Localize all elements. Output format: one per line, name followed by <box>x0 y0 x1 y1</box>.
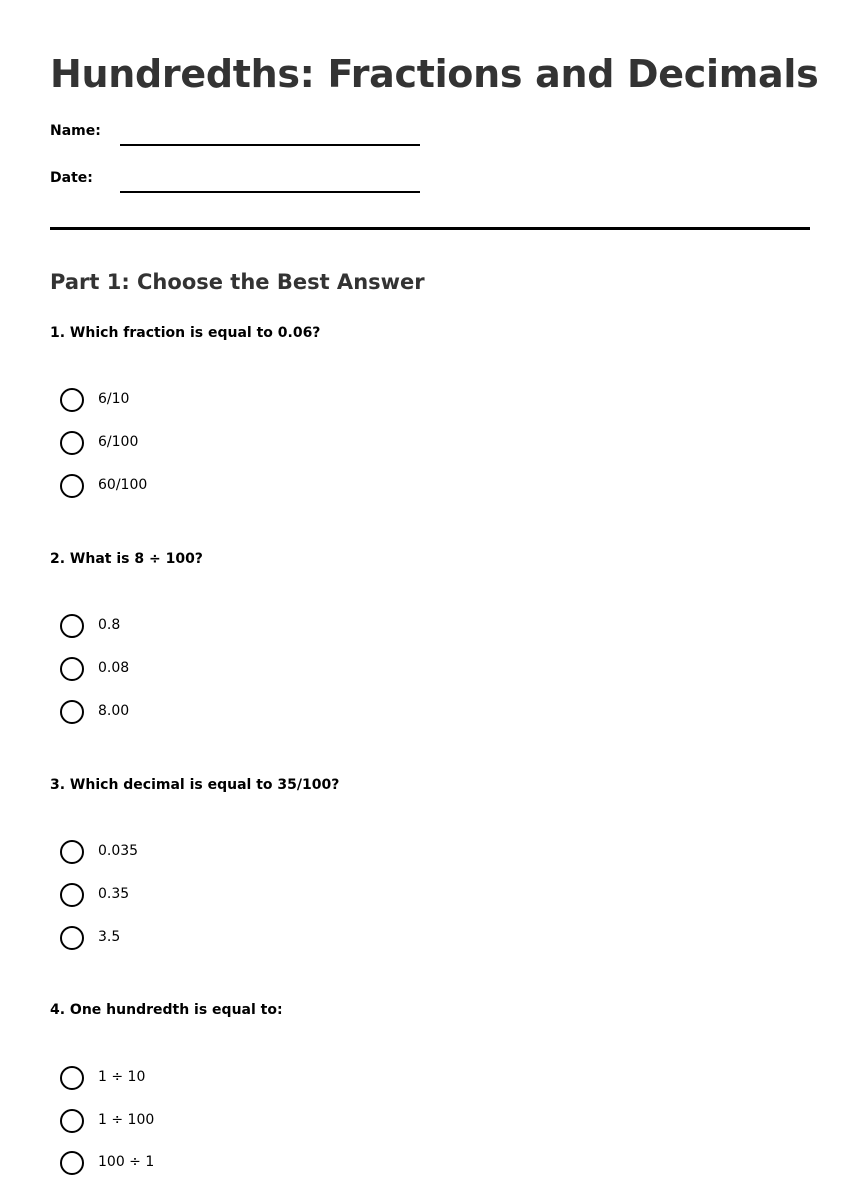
radio-circle-icon[interactable] <box>60 474 84 498</box>
radio-circle-icon[interactable] <box>60 657 84 681</box>
option-3c[interactable] <box>60 926 360 952</box>
option-label: 0.035 <box>98 843 139 859</box>
option-4b[interactable] <box>60 1109 360 1135</box>
date-field-row <box>50 169 450 199</box>
question-text: 1. Which fraction is equal to 0.06? <box>50 325 321 341</box>
option-label: 100 ÷ 1 <box>98 1154 155 1170</box>
option-2a[interactable] <box>60 614 360 640</box>
name-field[interactable] <box>120 144 420 146</box>
radio-circle-icon[interactable] <box>60 1109 84 1133</box>
name-label: Name: <box>50 123 101 139</box>
radio-circle-icon[interactable] <box>60 926 84 950</box>
option-label: 0.35 <box>98 886 130 902</box>
radio-circle-icon[interactable] <box>60 840 84 864</box>
radio-circle-icon[interactable] <box>60 1066 84 1090</box>
question-text: 2. What is 8 ÷ 100? <box>50 551 203 567</box>
header-divider <box>50 227 810 230</box>
option-1c[interactable] <box>60 474 360 500</box>
option-2b[interactable] <box>60 657 360 683</box>
option-label: 6/10 <box>98 391 130 407</box>
radio-circle-icon[interactable] <box>60 431 84 455</box>
option-3a[interactable] <box>60 840 360 866</box>
date-field[interactable] <box>120 191 420 193</box>
option-4c[interactable] <box>60 1151 360 1177</box>
option-1b[interactable] <box>60 431 360 457</box>
section-title: Part 1: Choose the Best Answer <box>50 270 425 294</box>
option-1a[interactable] <box>60 388 360 414</box>
name-field-row <box>50 122 450 152</box>
radio-circle-icon[interactable] <box>60 614 84 638</box>
radio-circle-icon[interactable] <box>60 883 84 907</box>
option-label: 3.5 <box>98 929 121 945</box>
radio-circle-icon[interactable] <box>60 1151 84 1175</box>
question-text: 3. Which decimal is equal to 35/100? <box>50 777 340 793</box>
option-label: 0.8 <box>98 617 121 633</box>
option-label: 0.08 <box>98 660 130 676</box>
question-text: 4. One hundredth is equal to: <box>50 1002 283 1018</box>
option-label: 1 ÷ 100 <box>98 1112 155 1128</box>
radio-circle-icon[interactable] <box>60 700 84 724</box>
option-label: 60/100 <box>98 477 148 493</box>
option-3b[interactable] <box>60 883 360 909</box>
worksheet-title: Hundredths: Fractions and Decimals <box>50 52 819 96</box>
option-label: 8.00 <box>98 703 130 719</box>
radio-circle-icon[interactable] <box>60 388 84 412</box>
option-label: 6/100 <box>98 434 139 450</box>
option-4a[interactable] <box>60 1066 360 1092</box>
option-2c[interactable] <box>60 700 360 726</box>
date-label: Date: <box>50 170 93 186</box>
option-label: 1 ÷ 10 <box>98 1069 146 1085</box>
